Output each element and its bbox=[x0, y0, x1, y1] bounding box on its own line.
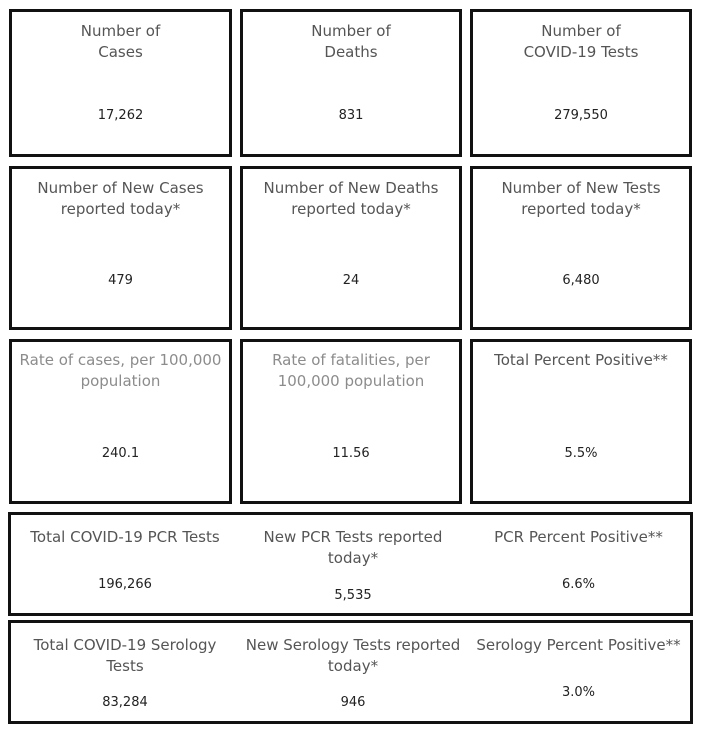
pcr-total-tests bbox=[11, 515, 239, 613]
card-label: Number of Deaths bbox=[311, 22, 391, 61]
card-deaths bbox=[240, 9, 462, 157]
card-label: Number of New Cases reported today* bbox=[37, 179, 204, 218]
card-new-cases bbox=[9, 166, 232, 330]
card-value: 24 bbox=[342, 273, 360, 288]
card-fatality-rate bbox=[240, 339, 462, 504]
pcr-value: 6.6% bbox=[561, 577, 596, 592]
pcr-value: 196,266 bbox=[98, 577, 152, 592]
card-cases bbox=[9, 9, 232, 157]
card-total-percent-positive bbox=[470, 339, 692, 504]
card-value: 6,480 bbox=[562, 273, 600, 288]
card-tests bbox=[470, 9, 692, 157]
pcr-label: Total COVID-19 PCR Tests bbox=[30, 528, 220, 546]
serology-percent-positive bbox=[467, 623, 690, 721]
card-value: 17,262 bbox=[97, 108, 144, 123]
pcr-label: New PCR Tests reported today* bbox=[263, 528, 443, 567]
serology-value: 83,284 bbox=[102, 695, 148, 710]
pcr-value: 5,535 bbox=[334, 588, 372, 603]
serology-value: 3.0% bbox=[561, 685, 596, 700]
card-label: Rate of cases, per 100,000 population bbox=[19, 351, 222, 390]
card-label: Number of New Tests reported today* bbox=[501, 179, 661, 218]
card-new-tests bbox=[470, 166, 692, 330]
serology-label: New Serology Tests reported today* bbox=[245, 636, 461, 675]
serology-new-tests bbox=[239, 623, 467, 721]
pcr-label: PCR Percent Positive** bbox=[494, 528, 663, 546]
pcr-panel bbox=[8, 512, 693, 616]
card-value: 279,550 bbox=[554, 108, 608, 123]
card-value: 240.1 bbox=[101, 446, 140, 461]
card-new-deaths bbox=[240, 166, 462, 330]
card-value: 5.5% bbox=[564, 446, 598, 461]
card-value: 11.56 bbox=[332, 446, 370, 461]
serology-value: 946 bbox=[340, 695, 366, 710]
card-label: Number of COVID-19 Tests bbox=[523, 22, 639, 61]
card-value: 831 bbox=[338, 108, 364, 123]
serology-label: Serology Percent Positive** bbox=[476, 636, 681, 654]
card-label: Total Percent Positive** bbox=[494, 351, 668, 369]
pcr-new-tests bbox=[239, 515, 467, 613]
serology-label: Total COVID-19 Serology Tests bbox=[33, 636, 217, 675]
pcr-percent-positive bbox=[467, 515, 690, 613]
card-case-rate bbox=[9, 339, 232, 504]
card-label: Rate of fatalities, per 100,000 population bbox=[272, 351, 430, 390]
card-value: 479 bbox=[108, 273, 133, 288]
serology-panel bbox=[8, 620, 693, 724]
card-label: Number of Cases bbox=[80, 22, 161, 61]
serology-total-tests bbox=[11, 623, 239, 721]
card-label: Number of New Deaths reported today* bbox=[263, 179, 439, 218]
